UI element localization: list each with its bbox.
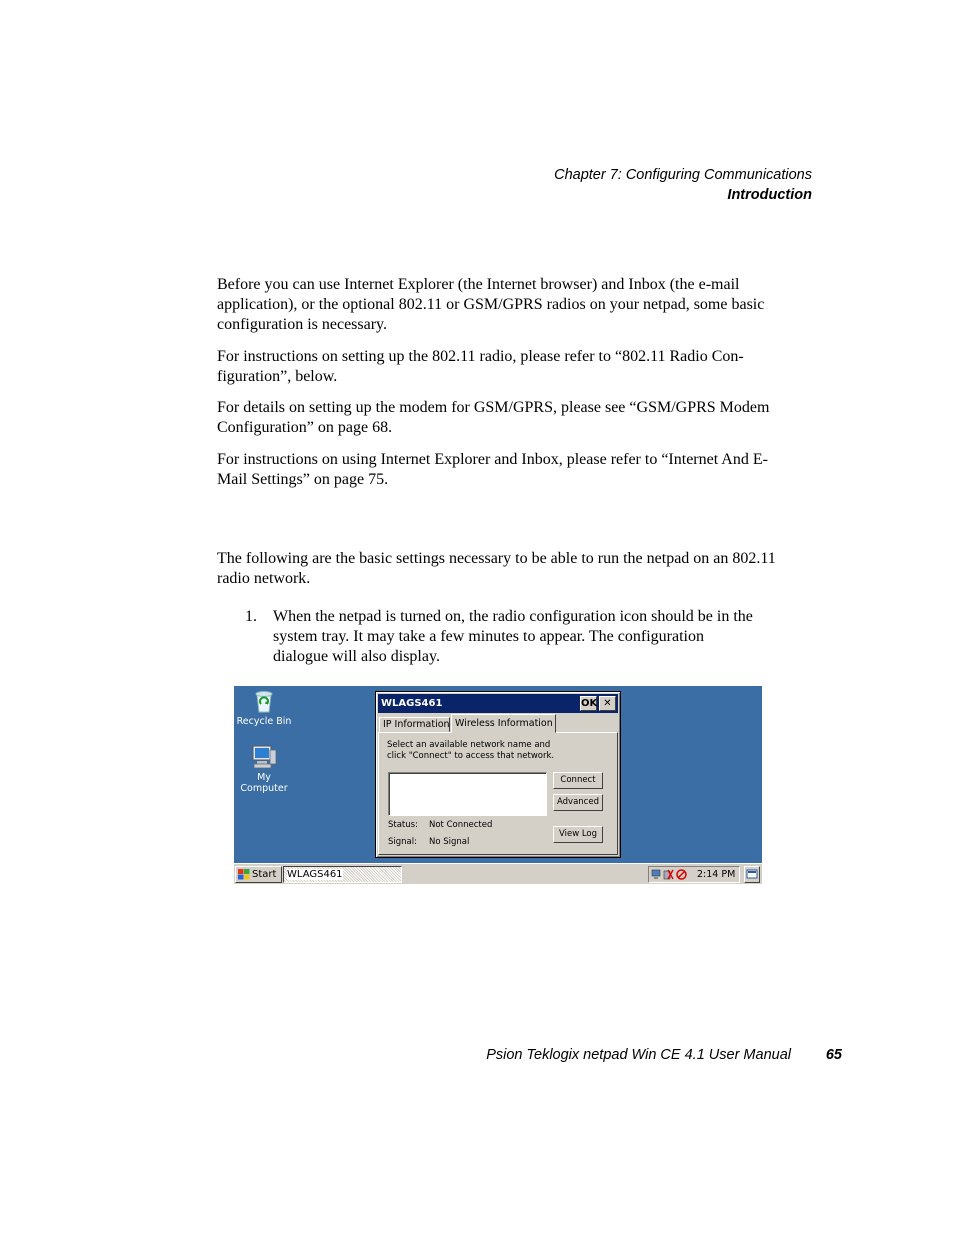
my-computer-desktop-icon[interactable] — [236, 744, 292, 794]
paragraph-basic-settings: The following are the basic settings necessary to be able to run the netpad on an 802.11 radio network. — [217, 550, 776, 587]
task-label: WLAGS461 — [287, 869, 343, 880]
signal-tray-icon[interactable] — [676, 869, 687, 880]
taskbar — [234, 863, 762, 884]
windows-flag-icon — [238, 869, 250, 880]
network-tray-icon[interactable] — [651, 869, 662, 880]
taskbar-item-wlags[interactable] — [283, 866, 402, 883]
advanced-button[interactable]: Advanced — [553, 794, 603, 811]
wince-screenshot — [234, 686, 762, 884]
dialog-titlebar — [378, 694, 618, 713]
network-list[interactable] — [388, 772, 547, 816]
step-text: When the netpad is turned on, the radio configuration icon should be in the system tray. It may take a few minutes to appear. The configuration dialogue will also display. — [273, 608, 753, 665]
footer-manual-title: Psion Teklogix netpad Win CE 4.1 User Manual — [486, 1047, 791, 1063]
start-button[interactable] — [235, 866, 282, 883]
wlags-dialog — [375, 691, 621, 858]
paragraph-internet-ref: For instructions on using Internet Explorer and Inbox, please refer to “Internet And E-Mail Settings” on page 75. — [217, 451, 768, 488]
page-number: 65 — [825, 1047, 842, 1063]
paragraph-intro: Before you can use Internet Explorer (the Internet browser) and Inbox (the e-mail application), or the optional 802.11 or GSM/GPRS radios on your netpad, some basic configuration is necessary. — [217, 276, 765, 333]
dialog-title: WLAGS461 — [381, 698, 443, 709]
desktop-icon — [745, 867, 759, 882]
status-label: Status: — [388, 820, 418, 830]
show-desktop-button[interactable] — [744, 866, 760, 883]
system-tray — [648, 866, 740, 883]
status-value: Not Connected — [429, 820, 493, 830]
my-computer-label: My Computer — [240, 772, 288, 794]
paragraph-gsm-ref: For details on setting up the modem for GSM/GPRS, please see “GSM/GPRS Modem Configuration” on page 68. — [217, 399, 770, 436]
tab-ip-information[interactable]: IP Information — [379, 717, 450, 732]
recycle-bin-desktop-icon[interactable] — [236, 688, 292, 727]
running-header-section: Introduction — [727, 187, 812, 203]
instruction-text: Select an available network name and click "Connect" to access that network. — [387, 740, 555, 761]
signal-label: Signal: — [388, 837, 417, 847]
start-label: Start — [252, 869, 277, 880]
tab-wireless-information[interactable]: Wireless Information — [451, 714, 556, 733]
recycle-bin-icon — [251, 688, 277, 714]
radio-config-tray-icon[interactable] — [663, 869, 674, 880]
recycle-bin-label: Recycle Bin — [236, 716, 292, 727]
paragraph-80211-ref: For instructions on setting up the 802.11 radio, please refer to “802.11 Radio Con-figuration”, below. — [217, 348, 744, 385]
computer-icon — [250, 744, 278, 770]
connect-button[interactable]: Connect — [553, 772, 603, 789]
signal-value: No Signal — [429, 837, 470, 847]
ok-button[interactable]: OK — [581, 698, 598, 709]
running-header-chapter: Chapter 7: Configuring Communications — [554, 167, 812, 183]
close-icon[interactable]: ✕ — [599, 696, 616, 711]
view-log-button[interactable]: View Log — [553, 826, 603, 843]
step-number: 1. — [245, 608, 257, 625]
clock[interactable]: 2:14 PM — [697, 869, 736, 880]
